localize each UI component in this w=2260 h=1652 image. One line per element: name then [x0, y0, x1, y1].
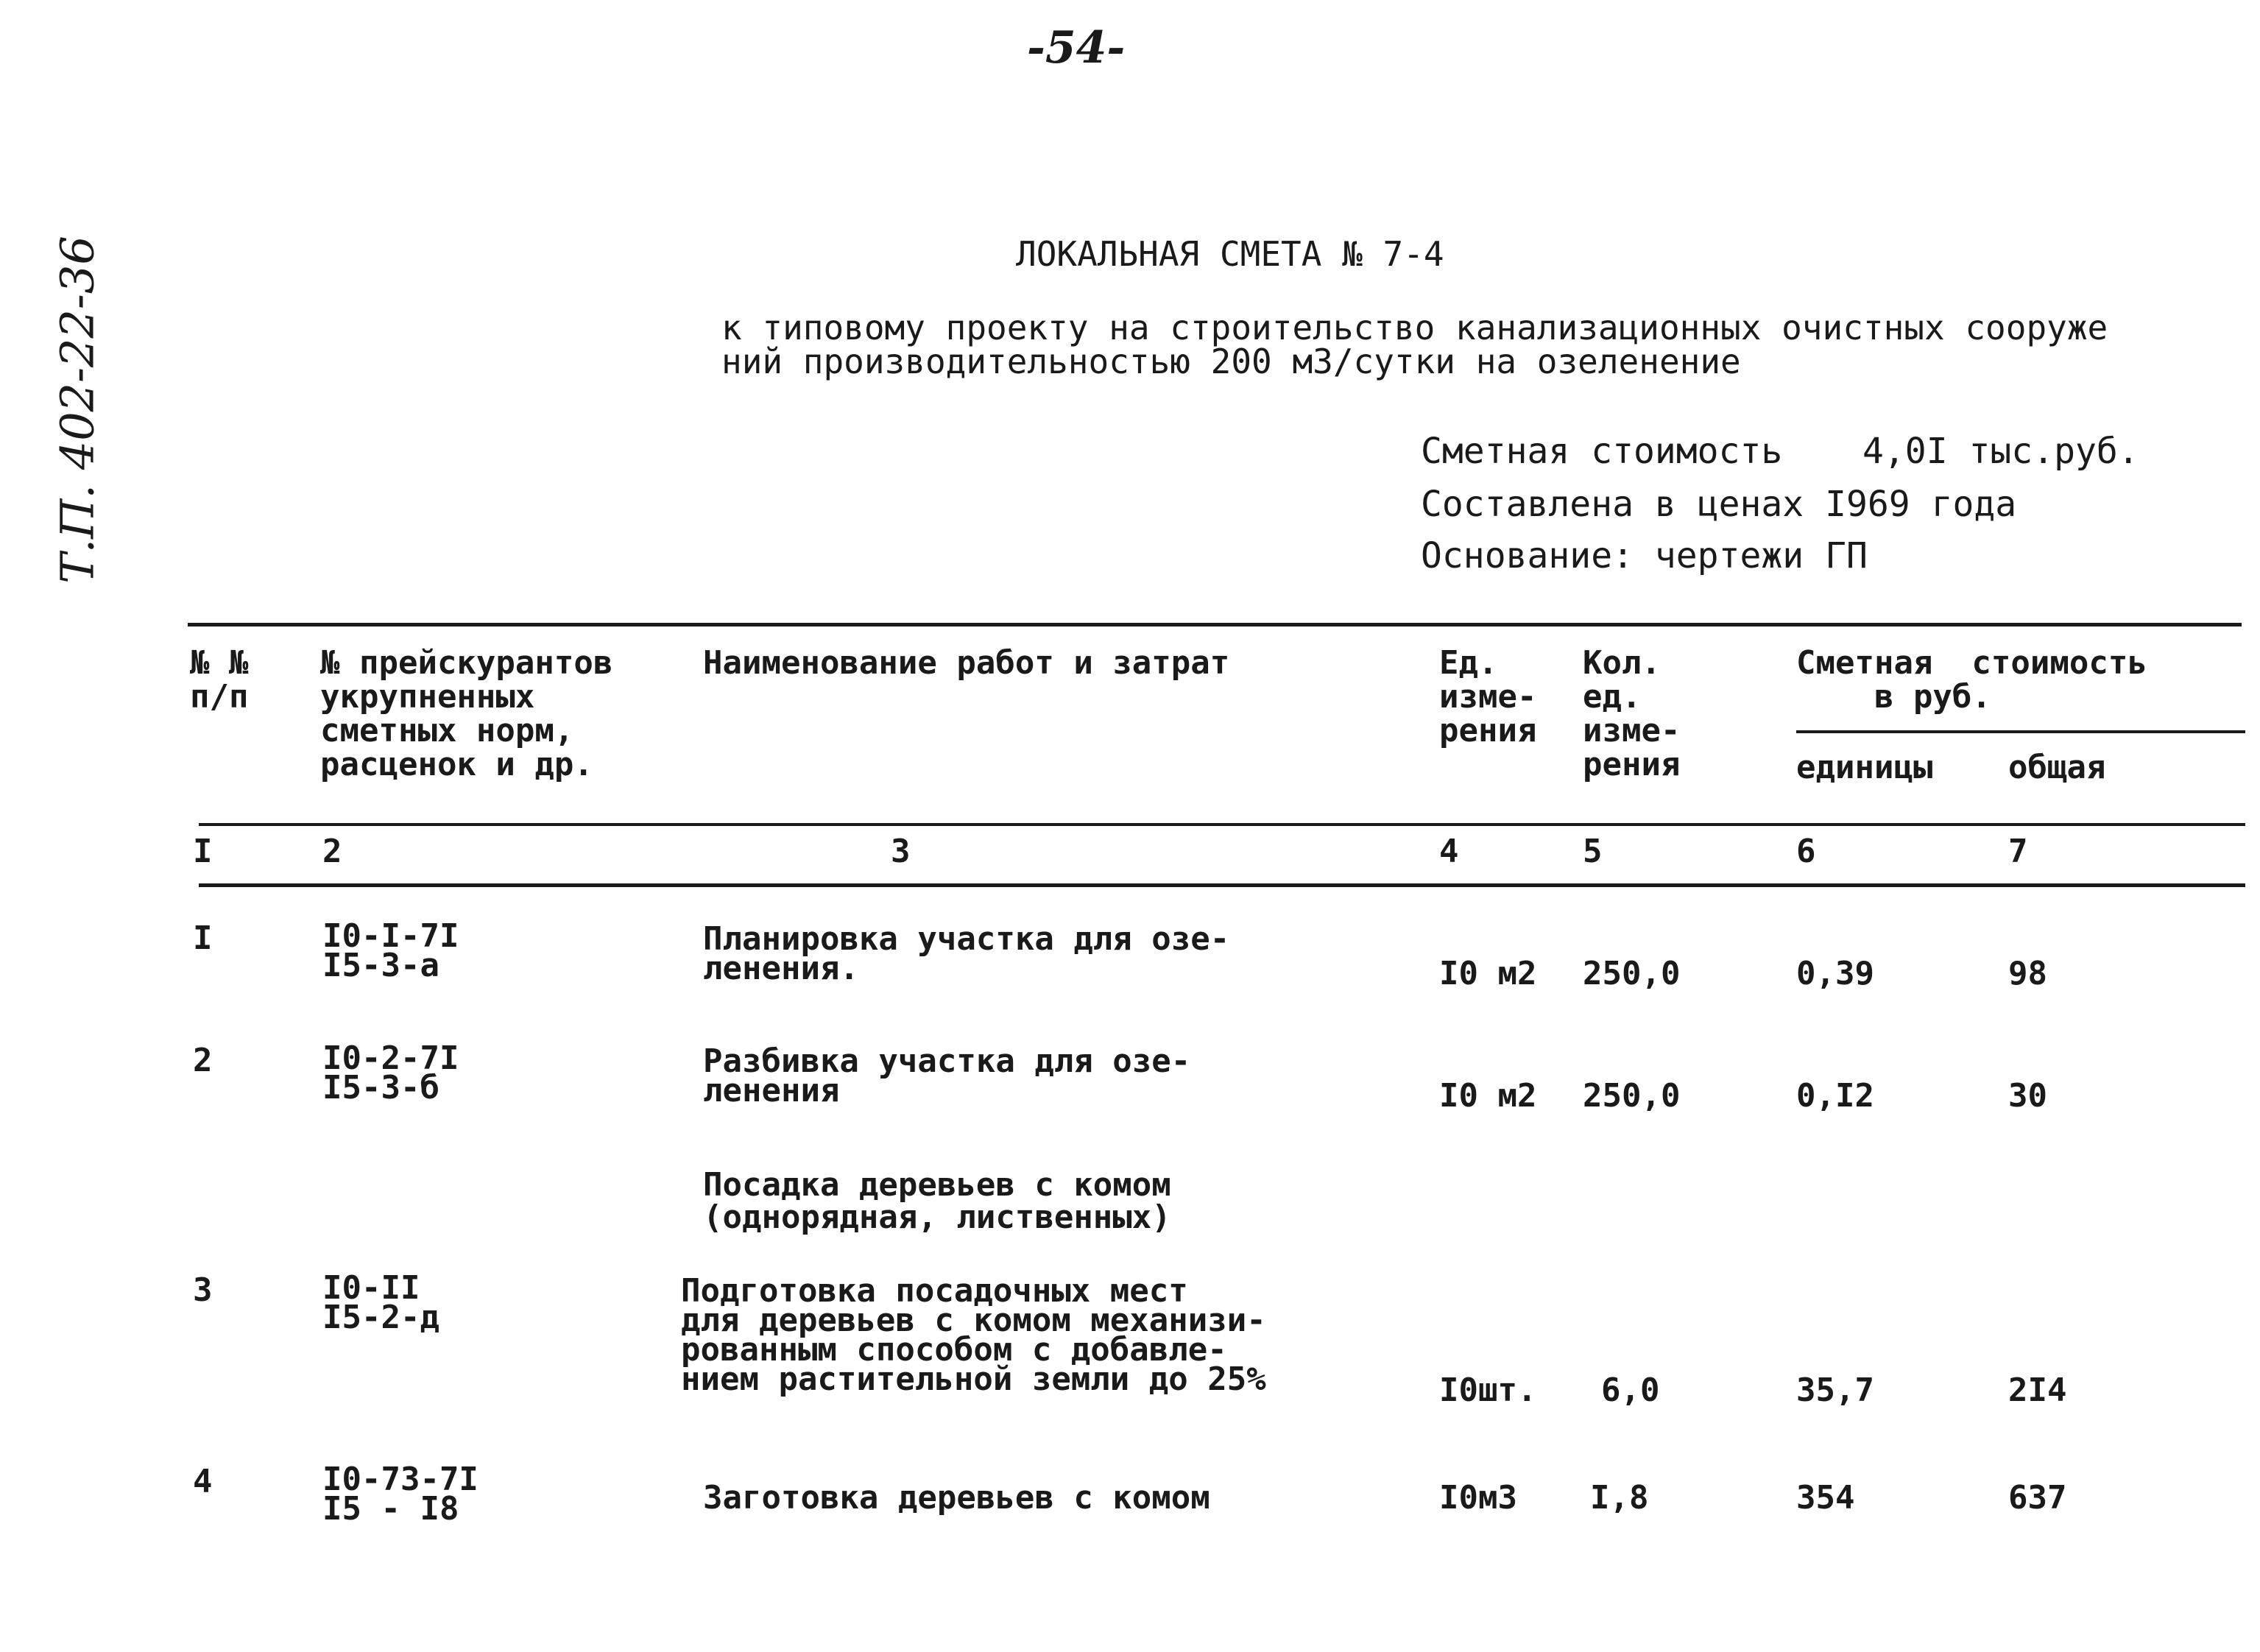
header-quantity: Кол. ед. изме- рения: [1583, 644, 1681, 783]
row-number: 3: [193, 1271, 213, 1309]
column-number: 5: [1583, 833, 1603, 870]
row-price-list-code: I0-I-7I I5-3-а: [322, 917, 459, 984]
row-quantity: 250,0: [1583, 1077, 1681, 1115]
column-number: 2: [322, 833, 342, 870]
header-estimated-cost: Сметная стоимость в руб.: [1796, 644, 2147, 716]
row-work-name: Подготовка посадочных мест для деревьев с комом механизи- рованным способом с добавле- нием растительной земли до 25%: [681, 1272, 1266, 1398]
row-total: 98: [2008, 955, 2047, 992]
cost-label: Сметная стоимость: [1421, 431, 1783, 472]
cost-group-rule: [1796, 730, 2245, 733]
subtitle-line-2: ний производительностью 200 м3/сутки на озеленение: [721, 342, 1741, 381]
cost-value: 4,0I тыс.руб.: [1862, 431, 2139, 472]
side-note: Т.П. 402-22-36: [50, 236, 105, 584]
document-title: ЛОКАЛЬНАЯ СМЕТА № 7-4: [1016, 234, 1444, 274]
prices-line: Составлена в ценах I969 года: [1421, 484, 2017, 525]
row-number: 2: [193, 1042, 213, 1079]
row-work-name: Заготовка деревьев с комом: [703, 1479, 1210, 1517]
header-work-name: Наименование работ и затрат: [703, 644, 1230, 682]
row-unit-price: 0,I2: [1796, 1077, 1874, 1115]
subtitle-line-1: к типовому проекту на строительство канализационных очистных сооруже: [721, 308, 2108, 347]
table-top-rule: [188, 623, 2242, 626]
basis-line: Основание: чертежи ГП: [1421, 535, 1868, 576]
row-price-list-code: I0-2-7I I5-3-б: [322, 1039, 459, 1106]
column-number: I: [193, 833, 213, 870]
row-quantity: 6,0: [1601, 1372, 1660, 1409]
row-work-name: Планировка участка для озе- ленения.: [703, 920, 1230, 987]
row-unit-price: 35,7: [1796, 1372, 1874, 1409]
row-total: 30: [2008, 1077, 2047, 1115]
column-number: 6: [1796, 833, 1816, 870]
row-quantity: I,8: [1590, 1479, 1649, 1517]
page-number: -54-: [1027, 22, 1126, 74]
column-numbers-rule: [199, 883, 2245, 887]
row-unit-price: 354: [1796, 1479, 1855, 1517]
header-bottom-rule: [199, 823, 2245, 826]
row-unit-price: 0,39: [1796, 955, 1874, 992]
row-work-name: Разбивка участка для озе- ленения: [703, 1042, 1191, 1109]
row-quantity: 250,0: [1583, 955, 1681, 992]
column-number: 4: [1439, 833, 1459, 870]
column-number: 3: [891, 833, 911, 870]
row-unit: I0шт.: [1439, 1372, 1537, 1409]
row-price-list-code: I0-II I5-2-д: [322, 1269, 439, 1336]
row-section-heading: Посадка деревьев с комом (однорядная, лиственных): [703, 1166, 1171, 1236]
header-total: общая: [2008, 749, 2106, 786]
column-number: 7: [2008, 833, 2028, 870]
row-price-list-code: I0-73-7I I5 - I8: [322, 1461, 479, 1528]
row-number: 4: [193, 1463, 213, 1500]
header-unit-price: единицы: [1796, 749, 1933, 786]
row-unit: I0 м2: [1439, 955, 1537, 992]
row-unit: I0м3: [1439, 1479, 1517, 1517]
header-unit: Ед. изме- рения: [1439, 644, 1537, 749]
row-total: 637: [2008, 1479, 2067, 1517]
header-price-list-code: № прейскурантов укрупненных сметных норм, расценок и др.: [320, 644, 613, 783]
row-number: I: [193, 919, 213, 957]
row-total: 2I4: [2008, 1372, 2067, 1409]
header-row-number: № № п/п: [190, 644, 249, 716]
row-unit: I0 м2: [1439, 1077, 1537, 1115]
